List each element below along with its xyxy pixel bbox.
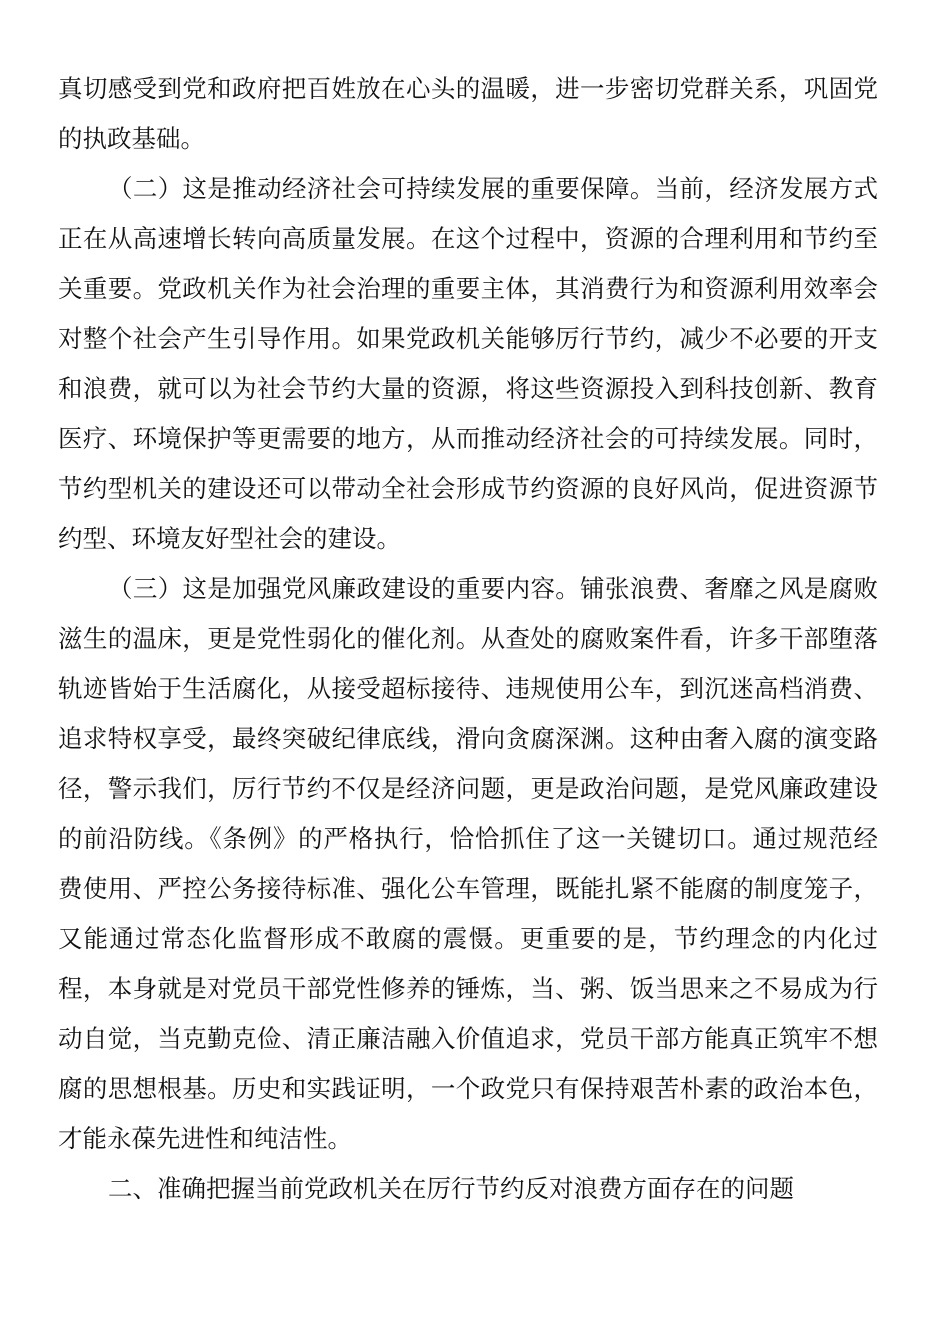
document-page xyxy=(58,64,878,1214)
paragraph-section-3: （三）这是加强党风廉政建设的重要内容。铺张浪费、奢靡之风是腐败滋生的温床，更是党性弱化的催化剂。从查处的腐败案件看，许多干部堕落轨迹皆始于生活腐化，从接受超标接待、违规使用公车，到沉迷高档消费、追求特权享受，最终突破纪律底线，滑向贪腐深渊。这种由奢入腐的演变路径，警示我们，厉行节约不仅是经济问题，更是政治问题，是党风廉政建设的前沿防线。《条例》的严格执行，恰恰抓住了这一关键切口。通过规范经费使用、严控公务接待标准、强化公车管理，既能扎紧不能腐的制度笼子，又能通过常态化监督形成不敢腐的震慑。更重要的是，节约理念的内化过程，本身就是对党员干部党性修养的锤炼，当、粥、饭当思来之不易成为行动自觉，当克勤克俭、清正廉洁融入价值追求，党员干部方能真正筑牢不想腐的思想根基。历史和实践证明，一个政党只有保持艰苦朴素的政治本色，才能永葆先进性和纯洁性。 xyxy=(58,574,878,1153)
paragraph-continuation: 真切感受到党和政府把百姓放在心头的温暖，进一步密切党群关系，巩固党的执政基础。 xyxy=(58,74,878,153)
section-heading: 二、准确把握当前党政机关在厉行节约反对浪费方面存在的问题 xyxy=(108,1174,794,1203)
paragraph-section-2: （二）这是推动经济社会可持续发展的重要保障。当前，经济发展方式正在从高速增长转向高质量发展。在这个过程中，资源的合理利用和节约至关重要。党政机关作为社会治理的重要主体，其消费行为和资源利用效率会对整个社会产生引导作用。如果党政机关能够厉行节约，减少不必要的开支和浪费，就可以为社会节约大量的资源，将这些资源投入到科技创新、教育医疗、环境保护等更需要的地方，从而推动经济社会的可持续发展。同时，节约型机关的建设还可以带动全社会形成节约资源的良好风尚，促进资源节约型、环境友好型社会的建设。 xyxy=(58,174,878,553)
